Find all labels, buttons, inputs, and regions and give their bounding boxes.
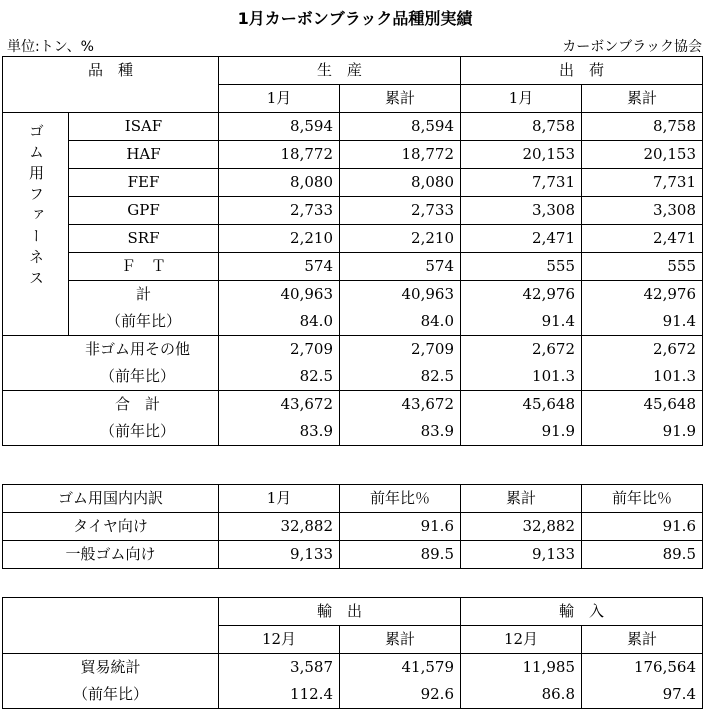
- table-header-row: [3, 57, 703, 85]
- cell-value: 43,672: [219, 391, 340, 419]
- header-yoy: 前年比％: [340, 485, 461, 513]
- cell-value: 2,210: [219, 225, 340, 253]
- cell-value: 8,758: [461, 113, 582, 141]
- cell-value: 7,731: [582, 169, 703, 197]
- cell-value: 3,308: [461, 197, 582, 225]
- cell-value: 18,772: [340, 141, 461, 169]
- cell-value: 574: [340, 253, 461, 281]
- table-row: [3, 541, 703, 569]
- cell-value: 555: [582, 253, 703, 281]
- cell-value: 82.5: [219, 363, 340, 391]
- table-row: [3, 681, 703, 709]
- cell-value: 2,709: [219, 336, 340, 364]
- cell-value: 101.3: [582, 363, 703, 391]
- cell-value: 42,976: [461, 281, 582, 309]
- table-header-row: [3, 485, 703, 513]
- cell-value: 574: [219, 253, 340, 281]
- cell-value: 8,758: [582, 113, 703, 141]
- header-import-month: 12月: [461, 626, 582, 654]
- cell-value: 91.6: [582, 513, 703, 541]
- cell-value: 8,594: [219, 113, 340, 141]
- header-prod-month: 1月: [219, 85, 340, 113]
- row-label: HAF: [69, 141, 219, 169]
- header-export-month: 12月: [219, 626, 340, 654]
- cell-value: 11,985: [461, 654, 582, 682]
- rubber-furnace-label: ゴム用ファーネス: [3, 113, 69, 336]
- cell-value: 91.6: [340, 513, 461, 541]
- cell-value: 82.5: [340, 363, 461, 391]
- table-row: [3, 418, 703, 446]
- cell-value: 2,471: [461, 225, 582, 253]
- table-row: [3, 197, 703, 225]
- header-breakdown: ゴム用国内内訳: [3, 485, 219, 513]
- cell-value: 3,308: [582, 197, 703, 225]
- cell-value: 91.4: [461, 308, 582, 336]
- cell-value: 9,133: [461, 541, 582, 569]
- row-label: GPF: [69, 197, 219, 225]
- cell-value: 20,153: [582, 141, 703, 169]
- cell-value: 176,564: [582, 654, 703, 682]
- cell-value: 41,579: [340, 654, 461, 682]
- cell-value: 9,133: [219, 541, 340, 569]
- cell-value: 18,772: [219, 141, 340, 169]
- header-prod-cum: 累計: [340, 85, 461, 113]
- cell-value: 42,976: [582, 281, 703, 309]
- row-label: 貿易統計: [3, 654, 219, 682]
- row-label: タイヤ向け: [3, 513, 219, 541]
- row-label-yoy: （前年比）: [3, 363, 219, 391]
- table-row: [3, 363, 703, 391]
- row-label: 一般ゴム向け: [3, 541, 219, 569]
- header-shipment: 出 荷: [461, 57, 703, 85]
- row-label: FEF: [69, 169, 219, 197]
- cell-value: 2,672: [582, 336, 703, 364]
- cell-value: 2,733: [219, 197, 340, 225]
- cell-value: 2,210: [340, 225, 461, 253]
- cell-value: 8,080: [340, 169, 461, 197]
- table-row: [3, 513, 703, 541]
- cell-value: 84.0: [219, 308, 340, 336]
- cell-value: 89.5: [340, 541, 461, 569]
- header-export-cum: 累計: [340, 626, 461, 654]
- header-ship-cum: 累計: [582, 85, 703, 113]
- cell-value: 101.3: [461, 363, 582, 391]
- header-empty: [3, 598, 219, 654]
- cell-value: 43,672: [340, 391, 461, 419]
- table-row: [3, 654, 703, 682]
- table-row: [3, 169, 703, 197]
- cell-value: 40,963: [340, 281, 461, 309]
- cell-value: 555: [461, 253, 582, 281]
- row-label-yoy: （前年比）: [3, 418, 219, 446]
- cell-value: 2,471: [582, 225, 703, 253]
- row-label-nonrubber: 非ゴム用その他: [3, 336, 219, 364]
- row-label-yoy: （前年比）: [3, 681, 219, 709]
- source-label: カーボンブラック協会: [562, 39, 702, 55]
- row-label: ISAF: [69, 113, 219, 141]
- row-label-yoy: （前年比）: [69, 308, 219, 336]
- cell-value: 8,080: [219, 169, 340, 197]
- cell-value: 2,709: [340, 336, 461, 364]
- table-row: [3, 141, 703, 169]
- domestic-breakdown-table: [2, 484, 703, 569]
- cell-value: 91.9: [461, 418, 582, 446]
- header-export: 輸 出: [219, 598, 461, 626]
- cell-value: 97.4: [582, 681, 703, 709]
- header-cum: 累計: [461, 485, 582, 513]
- cell-value: 92.6: [340, 681, 461, 709]
- header-yoy: 前年比％: [582, 485, 703, 513]
- table-row: [3, 391, 703, 419]
- cell-value: 8,594: [340, 113, 461, 141]
- page-title: 1月カーボンブラック品種別実績: [237, 9, 473, 28]
- header-import-cum: 累計: [582, 626, 703, 654]
- cell-value: 3,587: [219, 654, 340, 682]
- cell-value: 112.4: [219, 681, 340, 709]
- cell-value: 40,963: [219, 281, 340, 309]
- row-label: SRF: [69, 225, 219, 253]
- row-label: Ｆ Ｔ: [69, 253, 219, 281]
- table-row: [3, 281, 703, 309]
- table-row: [3, 336, 703, 364]
- header-import: 輸 入: [461, 598, 703, 626]
- table-row: [3, 113, 703, 141]
- cell-value: 89.5: [582, 541, 703, 569]
- row-label-subtotal: 計: [69, 281, 219, 309]
- cell-value: 45,648: [461, 391, 582, 419]
- grade-table: [2, 56, 703, 446]
- header-month: 1月: [219, 485, 340, 513]
- cell-value: 84.0: [340, 308, 461, 336]
- cell-value: 7,731: [461, 169, 582, 197]
- table-row: [3, 308, 703, 336]
- table-header-row: [3, 598, 703, 626]
- cell-value: 83.9: [340, 418, 461, 446]
- table-row: [3, 225, 703, 253]
- cell-value: 2,672: [461, 336, 582, 364]
- cell-value: 45,648: [582, 391, 703, 419]
- cell-value: 86.8: [461, 681, 582, 709]
- unit-label: 単位:トン、%: [7, 39, 94, 55]
- header-item: 品 種: [3, 57, 219, 113]
- cell-value: 32,882: [461, 513, 582, 541]
- trade-table: [2, 597, 703, 709]
- cell-value: 20,153: [461, 141, 582, 169]
- cell-value: 2,733: [340, 197, 461, 225]
- cell-value: 83.9: [219, 418, 340, 446]
- header-production: 生 産: [219, 57, 461, 85]
- header-ship-month: 1月: [461, 85, 582, 113]
- cell-value: 32,882: [219, 513, 340, 541]
- cell-value: 91.4: [582, 308, 703, 336]
- cell-value: 91.9: [582, 418, 703, 446]
- table-row: [3, 253, 703, 281]
- row-label-total: 合 計: [3, 391, 219, 419]
